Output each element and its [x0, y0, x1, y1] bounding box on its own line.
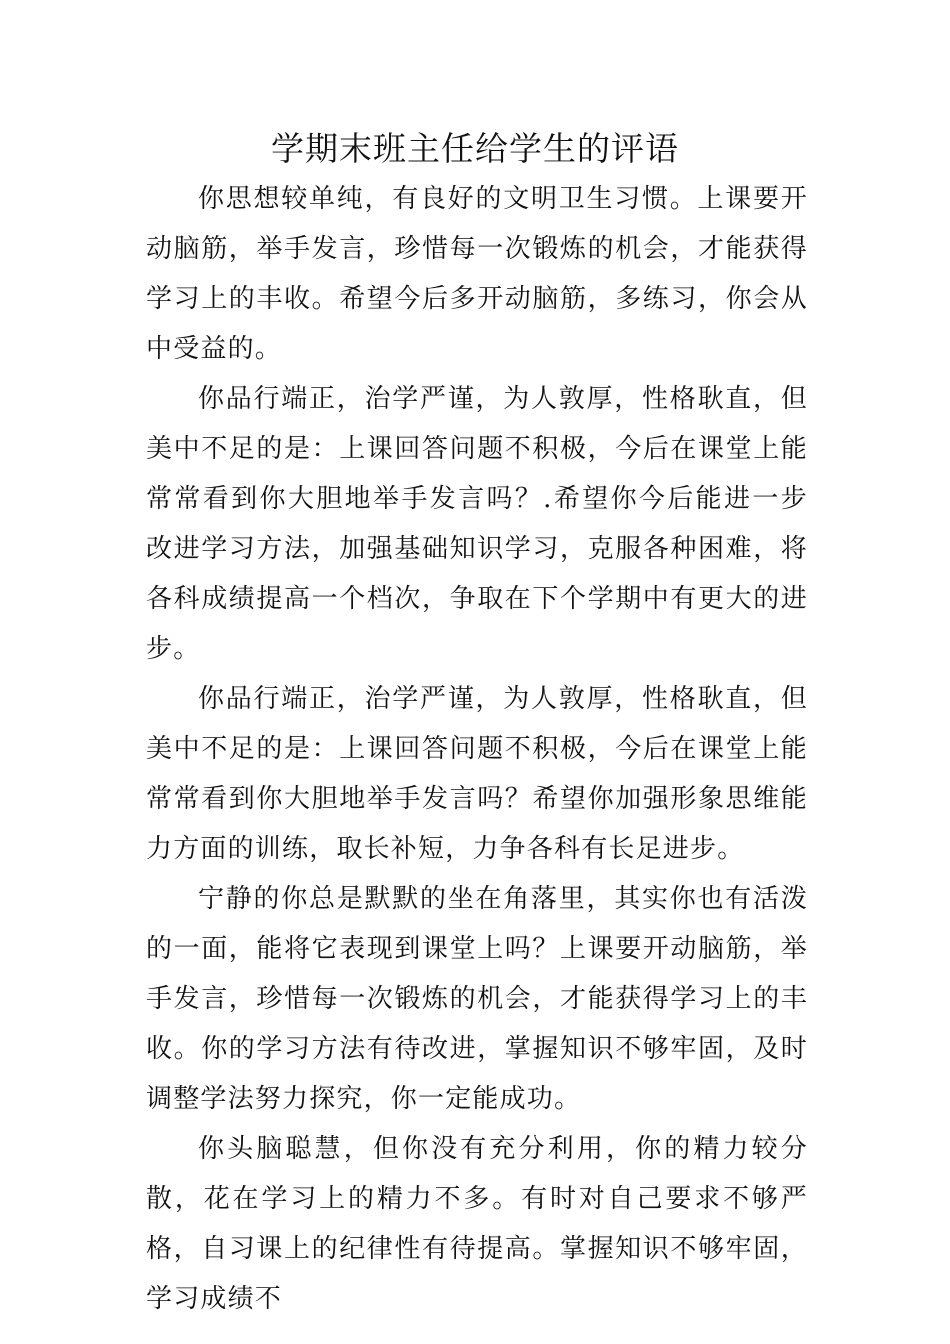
paragraph-2: 你品行端正，治学严谨，为人敦厚，性格耿直，但美中不足的是：上课回答问题不积极，今后在课堂上能常常看到你大胆地举手发言吗？.希望你今后能进一步改进学习方法，加强基础知识学习，克服各种困难，将各科成绩提高一个档次，争取在下个学期中有更大的进步。 [146, 384, 808, 664]
paragraph-4: 宁静的你总是默默的坐在角落里，其实你也有活泼的一面，能将它表现到课堂上吗？上课要开动脑筋，举手发言，珍惜每一次锻炼的机会，才能获得学习上的丰收。你的学习方法有待改进，掌握知识不够牢固，及时调整学法努力探究，你一定能成功。 [146, 884, 808, 1114]
paragraph-5: 你头脑聪慧，但你没有充分利用，你的精力较分散，花在学习上的精力不多。有时对自己要求不够严格，自习课上的纪律性有待提高。掌握知识不够牢固，学习成绩不 [146, 1134, 808, 1314]
paragraph-1: 你思想较单纯，有良好的文明卫生习惯。上课要开动脑筋，举手发言，珍惜每一次锻炼的机会，才能获得学习上的丰收。希望今后多开动脑筋，多练习，你会从中受益的。 [146, 184, 808, 364]
document-body [146, 174, 808, 1324]
document-title: 学期末班主任给学生的评语 [271, 129, 679, 168]
paragraph-3: 你品行端正，治学严谨，为人敦厚，性格耿直，但美中不足的是：上课回答问题不积极，今后在课堂上能常常看到你大胆地举手发言吗？希望你加强形象思维能力方面的训练，取长补短，力争各科有长足进步。 [146, 684, 808, 864]
